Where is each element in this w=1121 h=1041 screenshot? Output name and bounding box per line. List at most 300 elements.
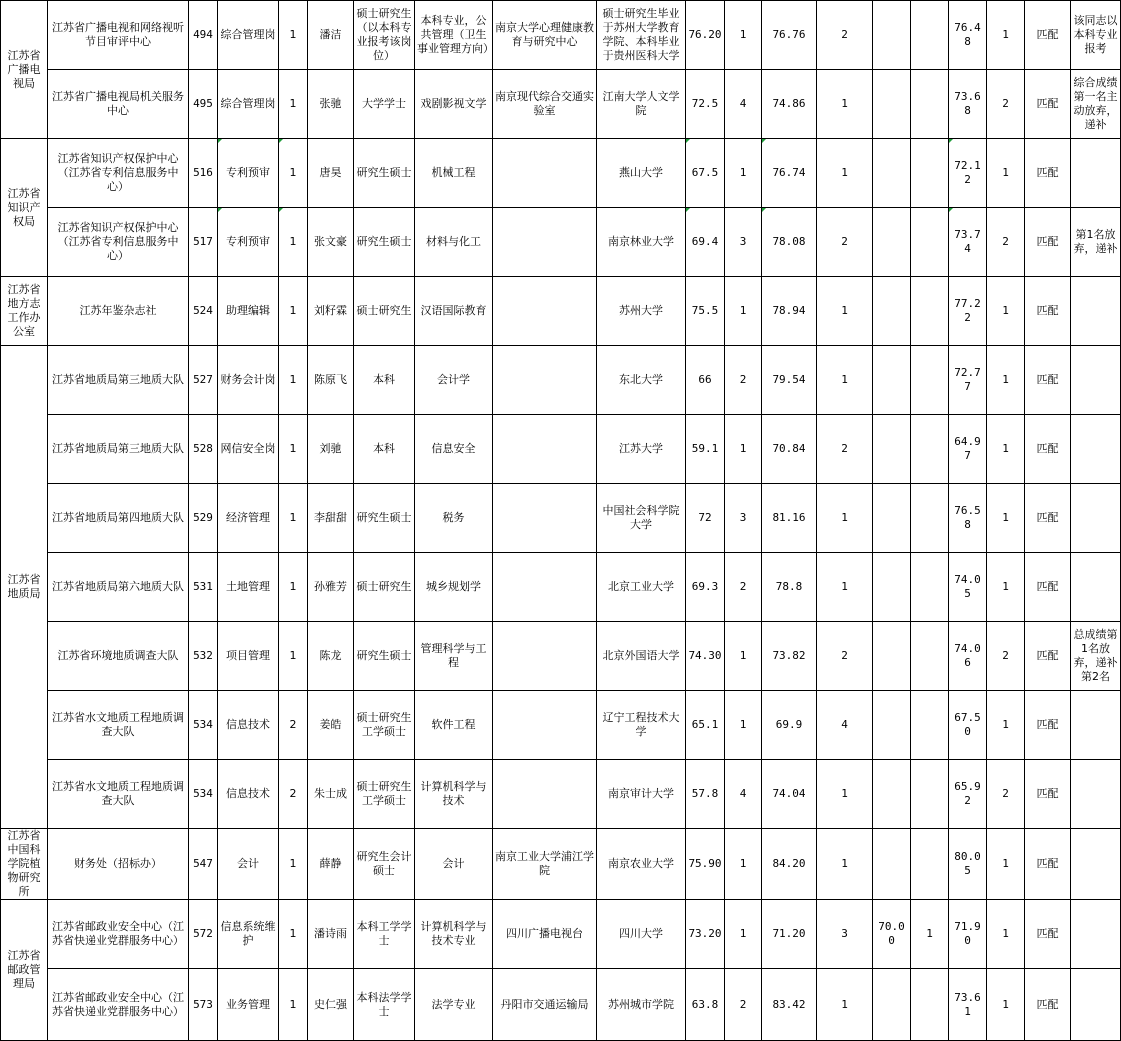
total-rank-cell: 1 bbox=[987, 553, 1025, 622]
unit-cell: 江苏省水文地质工程地质调查大队 bbox=[48, 691, 189, 760]
unit-cell: 江苏省广播电视和网络视听节目审评中心 bbox=[48, 1, 189, 70]
dept-cell: 江苏省中国科学院植物研究所 bbox=[1, 829, 48, 900]
match-cell: 匹配 bbox=[1025, 346, 1071, 415]
note-cell: 该同志以本科专业报考 bbox=[1071, 1, 1121, 70]
unit-cell: 江苏省邮政业安全中心（江苏省快递业党群服务中心） bbox=[48, 969, 189, 1041]
extra-rank-cell bbox=[911, 70, 949, 139]
major-cell: 汉语国际教育 bbox=[415, 277, 493, 346]
extra-rank-cell: 1 bbox=[911, 900, 949, 969]
extra-score-cell bbox=[873, 139, 911, 208]
employer-cell bbox=[493, 139, 597, 208]
note-cell bbox=[1071, 553, 1121, 622]
school-cell: 北京工业大学 bbox=[597, 553, 686, 622]
written-score-cell: 69.3 bbox=[686, 553, 725, 622]
code-cell: 572 bbox=[189, 900, 218, 969]
employer-cell bbox=[493, 691, 597, 760]
quota-cell: 1 bbox=[279, 484, 308, 553]
total-score-cell: 76.58 bbox=[949, 484, 987, 553]
unit-cell: 江苏省地质局第三地质大队 bbox=[48, 415, 189, 484]
quota-cell: 2 bbox=[279, 760, 308, 829]
table-row bbox=[1, 829, 1121, 900]
extra-rank-cell bbox=[911, 760, 949, 829]
table-row bbox=[1, 760, 1121, 829]
code-cell: 495 bbox=[189, 70, 218, 139]
written-score-cell: 76.20 bbox=[686, 1, 725, 70]
school-cell: 中国社会科学院大学 bbox=[597, 484, 686, 553]
table-row bbox=[1, 208, 1121, 277]
extra-rank-cell bbox=[911, 139, 949, 208]
interview-score-cell: 71.20 bbox=[762, 900, 817, 969]
major-cell: 法学专业 bbox=[415, 969, 493, 1041]
note-cell: 第1名放弃，递补 bbox=[1071, 208, 1121, 277]
note-cell: 综合成绩第一名主动放弃，递补 bbox=[1071, 70, 1121, 139]
name-cell: 姜皓 bbox=[308, 691, 354, 760]
written-rank-cell: 1 bbox=[725, 415, 762, 484]
table-row bbox=[1, 346, 1121, 415]
note-cell bbox=[1071, 415, 1121, 484]
extra-score-cell bbox=[873, 553, 911, 622]
interview-rank-cell: 1 bbox=[817, 484, 873, 553]
unit-cell: 江苏年鉴杂志社 bbox=[48, 277, 189, 346]
match-cell: 匹配 bbox=[1025, 829, 1071, 900]
degree-cell: 研究生硕士 bbox=[354, 208, 415, 277]
code-cell: 529 bbox=[189, 484, 218, 553]
major-cell: 信息安全 bbox=[415, 415, 493, 484]
degree-cell: 研究生硕士 bbox=[354, 622, 415, 691]
school-cell: 辽宁工程技术大学 bbox=[597, 691, 686, 760]
total-score-cell: 77.22 bbox=[949, 277, 987, 346]
match-cell: 匹配 bbox=[1025, 139, 1071, 208]
interview-score-cell: 78.08 bbox=[762, 208, 817, 277]
major-cell: 会计 bbox=[415, 829, 493, 900]
total-rank-cell: 1 bbox=[987, 969, 1025, 1041]
quota-cell: 1 bbox=[279, 139, 308, 208]
name-cell: 潘诗雨 bbox=[308, 900, 354, 969]
post-cell: 业务管理 bbox=[218, 969, 279, 1041]
extra-rank-cell bbox=[911, 691, 949, 760]
written-score-cell: 72 bbox=[686, 484, 725, 553]
post-cell: 土地管理 bbox=[218, 553, 279, 622]
total-rank-cell: 1 bbox=[987, 484, 1025, 553]
degree-cell: 硕士研究生 bbox=[354, 553, 415, 622]
note-cell bbox=[1071, 829, 1121, 900]
degree-cell: 本科工学学士 bbox=[354, 900, 415, 969]
employer-cell bbox=[493, 346, 597, 415]
extra-score-cell bbox=[873, 622, 911, 691]
extra-score-cell bbox=[873, 969, 911, 1041]
match-cell: 匹配 bbox=[1025, 277, 1071, 346]
match-cell: 匹配 bbox=[1025, 208, 1071, 277]
table-row bbox=[1, 70, 1121, 139]
total-score-cell: 73.74 bbox=[949, 208, 987, 277]
employer-cell bbox=[493, 415, 597, 484]
interview-rank-cell: 2 bbox=[817, 1, 873, 70]
extra-rank-cell bbox=[911, 277, 949, 346]
code-cell: 531 bbox=[189, 553, 218, 622]
note-cell bbox=[1071, 484, 1121, 553]
note-cell bbox=[1071, 277, 1121, 346]
code-cell: 528 bbox=[189, 415, 218, 484]
post-cell: 经济管理 bbox=[218, 484, 279, 553]
note-cell: 总成绩第1名放弃，递补第2名 bbox=[1071, 622, 1121, 691]
total-rank-cell: 1 bbox=[987, 691, 1025, 760]
unit-cell: 财务处（招标办） bbox=[48, 829, 189, 900]
interview-rank-cell: 1 bbox=[817, 277, 873, 346]
written-score-cell: 75.5 bbox=[686, 277, 725, 346]
employer-cell bbox=[493, 553, 597, 622]
major-cell: 机械工程 bbox=[415, 139, 493, 208]
code-cell: 516 bbox=[189, 139, 218, 208]
quota-cell: 1 bbox=[279, 553, 308, 622]
school-cell: 江苏大学 bbox=[597, 415, 686, 484]
dept-cell: 江苏省知识产权局 bbox=[1, 139, 48, 277]
unit-cell: 江苏省邮政业安全中心（江苏省快递业党群服务中心） bbox=[48, 900, 189, 969]
interview-score-cell: 76.74 bbox=[762, 139, 817, 208]
table-row bbox=[1, 415, 1121, 484]
major-cell: 计算机科学与技术 bbox=[415, 760, 493, 829]
interview-score-cell: 70.84 bbox=[762, 415, 817, 484]
total-score-cell: 74.06 bbox=[949, 622, 987, 691]
written-score-cell: 66 bbox=[686, 346, 725, 415]
quota-cell: 1 bbox=[279, 277, 308, 346]
dept-cell: 江苏省广播电视局 bbox=[1, 1, 48, 139]
interview-rank-cell: 4 bbox=[817, 691, 873, 760]
employer-cell: 四川广播电视台 bbox=[493, 900, 597, 969]
total-rank-cell: 1 bbox=[987, 277, 1025, 346]
school-cell: 苏州大学 bbox=[597, 277, 686, 346]
major-cell: 本科专业，公共管理（卫生事业管理方向） bbox=[415, 1, 493, 70]
school-cell: 江南大学人文学院 bbox=[597, 70, 686, 139]
post-cell: 综合管理岗 bbox=[218, 70, 279, 139]
written-rank-cell: 3 bbox=[725, 208, 762, 277]
extra-score-cell bbox=[873, 691, 911, 760]
code-cell: 494 bbox=[189, 1, 218, 70]
table-row bbox=[1, 1, 1121, 70]
employer-cell: 南京大学心理健康教育与研究中心 bbox=[493, 1, 597, 70]
name-cell: 李甜甜 bbox=[308, 484, 354, 553]
extra-score-cell: 70.00 bbox=[873, 900, 911, 969]
extra-score-cell bbox=[873, 1, 911, 70]
employer-cell: 南京现代综合交通实验室 bbox=[493, 70, 597, 139]
unit-cell: 江苏省知识产权保护中心（江苏省专利信息服务中心） bbox=[48, 139, 189, 208]
unit-cell: 江苏省地质局第六地质大队 bbox=[48, 553, 189, 622]
match-cell: 匹配 bbox=[1025, 622, 1071, 691]
written-rank-cell: 3 bbox=[725, 484, 762, 553]
employer-cell bbox=[493, 760, 597, 829]
total-score-cell: 65.92 bbox=[949, 760, 987, 829]
note-cell bbox=[1071, 346, 1121, 415]
code-cell: 573 bbox=[189, 969, 218, 1041]
total-score-cell: 64.97 bbox=[949, 415, 987, 484]
employer-cell: 南京工业大学浦江学院 bbox=[493, 829, 597, 900]
major-cell: 材料与化工 bbox=[415, 208, 493, 277]
code-cell: 534 bbox=[189, 691, 218, 760]
extra-rank-cell bbox=[911, 969, 949, 1041]
unit-cell: 江苏省环境地质调查大队 bbox=[48, 622, 189, 691]
written-rank-cell: 1 bbox=[725, 691, 762, 760]
written-score-cell: 63.8 bbox=[686, 969, 725, 1041]
quota-cell: 1 bbox=[279, 1, 308, 70]
extra-score-cell bbox=[873, 484, 911, 553]
interview-score-cell: 84.20 bbox=[762, 829, 817, 900]
written-score-cell: 75.90 bbox=[686, 829, 725, 900]
school-cell: 硕士研究生毕业于苏州大学教育学院、本科毕业于贵州医科大学 bbox=[597, 1, 686, 70]
school-cell: 东北大学 bbox=[597, 346, 686, 415]
match-cell: 匹配 bbox=[1025, 900, 1071, 969]
extra-score-cell bbox=[873, 346, 911, 415]
interview-rank-cell: 1 bbox=[817, 829, 873, 900]
extra-score-cell bbox=[873, 760, 911, 829]
interview-rank-cell: 3 bbox=[817, 900, 873, 969]
written-score-cell: 74.30 bbox=[686, 622, 725, 691]
name-cell: 张驰 bbox=[308, 70, 354, 139]
interview-rank-cell: 2 bbox=[817, 622, 873, 691]
name-cell: 陈龙 bbox=[308, 622, 354, 691]
written-rank-cell: 1 bbox=[725, 622, 762, 691]
name-cell: 史仁强 bbox=[308, 969, 354, 1041]
extra-rank-cell bbox=[911, 208, 949, 277]
written-rank-cell: 4 bbox=[725, 70, 762, 139]
school-cell: 苏州城市学院 bbox=[597, 969, 686, 1041]
quota-cell: 1 bbox=[279, 208, 308, 277]
unit-cell: 江苏省地质局第三地质大队 bbox=[48, 346, 189, 415]
extra-score-cell bbox=[873, 208, 911, 277]
name-cell: 朱士成 bbox=[308, 760, 354, 829]
post-cell: 会计 bbox=[218, 829, 279, 900]
total-score-cell: 74.05 bbox=[949, 553, 987, 622]
written-rank-cell: 1 bbox=[725, 1, 762, 70]
name-cell: 潘洁 bbox=[308, 1, 354, 70]
table-row bbox=[1, 691, 1121, 760]
post-cell: 网信安全岗 bbox=[218, 415, 279, 484]
major-cell: 税务 bbox=[415, 484, 493, 553]
total-rank-cell: 1 bbox=[987, 415, 1025, 484]
interview-score-cell: 76.76 bbox=[762, 1, 817, 70]
interview-score-cell: 74.86 bbox=[762, 70, 817, 139]
total-rank-cell: 1 bbox=[987, 139, 1025, 208]
quota-cell: 1 bbox=[279, 622, 308, 691]
code-cell: 524 bbox=[189, 277, 218, 346]
written-rank-cell: 2 bbox=[725, 346, 762, 415]
major-cell: 软件工程 bbox=[415, 691, 493, 760]
interview-score-cell: 78.8 bbox=[762, 553, 817, 622]
unit-cell: 江苏省地质局第四地质大队 bbox=[48, 484, 189, 553]
degree-cell: 本科 bbox=[354, 415, 415, 484]
degree-cell: 研究生硕士 bbox=[354, 139, 415, 208]
employer-cell bbox=[493, 622, 597, 691]
interview-score-cell: 78.94 bbox=[762, 277, 817, 346]
code-cell: 532 bbox=[189, 622, 218, 691]
major-cell: 戏剧影视文学 bbox=[415, 70, 493, 139]
extra-score-cell bbox=[873, 829, 911, 900]
interview-rank-cell: 1 bbox=[817, 969, 873, 1041]
employer-cell: 丹阳市交通运输局 bbox=[493, 969, 597, 1041]
extra-rank-cell bbox=[911, 415, 949, 484]
written-score-cell: 59.1 bbox=[686, 415, 725, 484]
match-cell: 匹配 bbox=[1025, 691, 1071, 760]
table-row bbox=[1, 484, 1121, 553]
quota-cell: 1 bbox=[279, 70, 308, 139]
post-cell: 综合管理岗 bbox=[218, 1, 279, 70]
degree-cell: 本科法学学士 bbox=[354, 969, 415, 1041]
school-cell: 南京农业大学 bbox=[597, 829, 686, 900]
extra-rank-cell bbox=[911, 1, 949, 70]
name-cell: 刘驰 bbox=[308, 415, 354, 484]
name-cell: 张文豪 bbox=[308, 208, 354, 277]
code-cell: 517 bbox=[189, 208, 218, 277]
name-cell: 孙雅芳 bbox=[308, 553, 354, 622]
code-cell: 547 bbox=[189, 829, 218, 900]
match-cell: 匹配 bbox=[1025, 415, 1071, 484]
dept-cell: 江苏省地方志工作办公室 bbox=[1, 277, 48, 346]
school-cell: 南京林业大学 bbox=[597, 208, 686, 277]
extra-score-cell bbox=[873, 70, 911, 139]
written-rank-cell: 2 bbox=[725, 553, 762, 622]
major-cell: 城乡规划学 bbox=[415, 553, 493, 622]
written-score-cell: 67.5 bbox=[686, 139, 725, 208]
degree-cell: 硕士研究生（以本科专业报考该岗位） bbox=[354, 1, 415, 70]
interview-score-cell: 69.9 bbox=[762, 691, 817, 760]
post-cell: 信息技术 bbox=[218, 760, 279, 829]
school-cell: 燕山大学 bbox=[597, 139, 686, 208]
employer-cell bbox=[493, 208, 597, 277]
total-rank-cell: 1 bbox=[987, 1, 1025, 70]
written-rank-cell: 1 bbox=[725, 900, 762, 969]
post-cell: 信息技术 bbox=[218, 691, 279, 760]
degree-cell: 大学学士 bbox=[354, 70, 415, 139]
extra-score-cell bbox=[873, 277, 911, 346]
written-score-cell: 57.8 bbox=[686, 760, 725, 829]
name-cell: 刘籽霖 bbox=[308, 277, 354, 346]
total-score-cell: 73.61 bbox=[949, 969, 987, 1041]
extra-rank-cell bbox=[911, 622, 949, 691]
table-row bbox=[1, 139, 1121, 208]
post-cell: 财务会计岗 bbox=[218, 346, 279, 415]
unit-cell: 江苏省水文地质工程地质调查大队 bbox=[48, 760, 189, 829]
interview-rank-cell: 1 bbox=[817, 553, 873, 622]
table-row bbox=[1, 622, 1121, 691]
interview-score-cell: 81.16 bbox=[762, 484, 817, 553]
quota-cell: 1 bbox=[279, 969, 308, 1041]
interview-rank-cell: 1 bbox=[817, 346, 873, 415]
major-cell: 管理科学与工程 bbox=[415, 622, 493, 691]
written-score-cell: 69.4 bbox=[686, 208, 725, 277]
post-cell: 专利预审 bbox=[218, 208, 279, 277]
dept-cell: 江苏省地质局 bbox=[1, 346, 48, 829]
degree-cell: 研究生会计硕士 bbox=[354, 829, 415, 900]
written-rank-cell: 1 bbox=[725, 139, 762, 208]
interview-rank-cell: 1 bbox=[817, 760, 873, 829]
total-score-cell: 72.12 bbox=[949, 139, 987, 208]
total-score-cell: 67.50 bbox=[949, 691, 987, 760]
degree-cell: 本科 bbox=[354, 346, 415, 415]
dept-cell: 江苏省邮政管理局 bbox=[1, 900, 48, 1041]
degree-cell: 研究生硕士 bbox=[354, 484, 415, 553]
table-row bbox=[1, 969, 1121, 1041]
total-score-cell: 72.77 bbox=[949, 346, 987, 415]
name-cell: 唐昊 bbox=[308, 139, 354, 208]
school-cell: 南京审计大学 bbox=[597, 760, 686, 829]
total-rank-cell: 2 bbox=[987, 70, 1025, 139]
degree-cell: 硕士研究生工学硕士 bbox=[354, 691, 415, 760]
extra-rank-cell bbox=[911, 553, 949, 622]
written-rank-cell: 1 bbox=[725, 829, 762, 900]
total-score-cell: 80.05 bbox=[949, 829, 987, 900]
written-score-cell: 73.20 bbox=[686, 900, 725, 969]
post-cell: 助理编辑 bbox=[218, 277, 279, 346]
code-cell: 527 bbox=[189, 346, 218, 415]
code-cell: 534 bbox=[189, 760, 218, 829]
school-cell: 北京外国语大学 bbox=[597, 622, 686, 691]
employer-cell bbox=[493, 277, 597, 346]
match-cell: 匹配 bbox=[1025, 70, 1071, 139]
written-rank-cell: 4 bbox=[725, 760, 762, 829]
match-cell: 匹配 bbox=[1025, 1, 1071, 70]
total-rank-cell: 1 bbox=[987, 829, 1025, 900]
table-row bbox=[1, 900, 1121, 969]
interview-score-cell: 79.54 bbox=[762, 346, 817, 415]
post-cell: 信息系统维护 bbox=[218, 900, 279, 969]
total-rank-cell: 2 bbox=[987, 760, 1025, 829]
match-cell: 匹配 bbox=[1025, 553, 1071, 622]
major-cell: 计算机科学与技术专业 bbox=[415, 900, 493, 969]
note-cell bbox=[1071, 691, 1121, 760]
written-rank-cell: 1 bbox=[725, 277, 762, 346]
interview-rank-cell: 2 bbox=[817, 415, 873, 484]
table-row bbox=[1, 553, 1121, 622]
note-cell bbox=[1071, 760, 1121, 829]
interview-score-cell: 74.04 bbox=[762, 760, 817, 829]
total-score-cell: 76.48 bbox=[949, 1, 987, 70]
total-rank-cell: 1 bbox=[987, 346, 1025, 415]
total-rank-cell: 1 bbox=[987, 900, 1025, 969]
quota-cell: 1 bbox=[279, 829, 308, 900]
unit-cell: 江苏省广播电视局机关服务中心 bbox=[48, 70, 189, 139]
interview-score-cell: 83.42 bbox=[762, 969, 817, 1041]
match-cell: 匹配 bbox=[1025, 969, 1071, 1041]
match-cell: 匹配 bbox=[1025, 760, 1071, 829]
interview-score-cell: 73.82 bbox=[762, 622, 817, 691]
interview-rank-cell: 1 bbox=[817, 70, 873, 139]
extra-rank-cell bbox=[911, 829, 949, 900]
post-cell: 项目管理 bbox=[218, 622, 279, 691]
written-score-cell: 65.1 bbox=[686, 691, 725, 760]
post-cell: 专利预审 bbox=[218, 139, 279, 208]
table-row bbox=[1, 277, 1121, 346]
written-rank-cell: 2 bbox=[725, 969, 762, 1041]
degree-cell: 硕士研究生工学硕士 bbox=[354, 760, 415, 829]
total-score-cell: 73.68 bbox=[949, 70, 987, 139]
total-rank-cell: 2 bbox=[987, 208, 1025, 277]
name-cell: 陈原飞 bbox=[308, 346, 354, 415]
written-score-cell: 72.5 bbox=[686, 70, 725, 139]
total-rank-cell: 2 bbox=[987, 622, 1025, 691]
extra-score-cell bbox=[873, 415, 911, 484]
quota-cell: 1 bbox=[279, 415, 308, 484]
interview-rank-cell: 1 bbox=[817, 139, 873, 208]
interview-rank-cell: 2 bbox=[817, 208, 873, 277]
degree-cell: 硕士研究生 bbox=[354, 277, 415, 346]
quota-cell: 2 bbox=[279, 691, 308, 760]
unit-cell: 江苏省知识产权保护中心（江苏省专利信息服务中心） bbox=[48, 208, 189, 277]
quota-cell: 1 bbox=[279, 346, 308, 415]
note-cell bbox=[1071, 900, 1121, 969]
employer-cell bbox=[493, 484, 597, 553]
note-cell bbox=[1071, 139, 1121, 208]
extra-rank-cell bbox=[911, 346, 949, 415]
note-cell bbox=[1071, 969, 1121, 1041]
extra-rank-cell bbox=[911, 484, 949, 553]
